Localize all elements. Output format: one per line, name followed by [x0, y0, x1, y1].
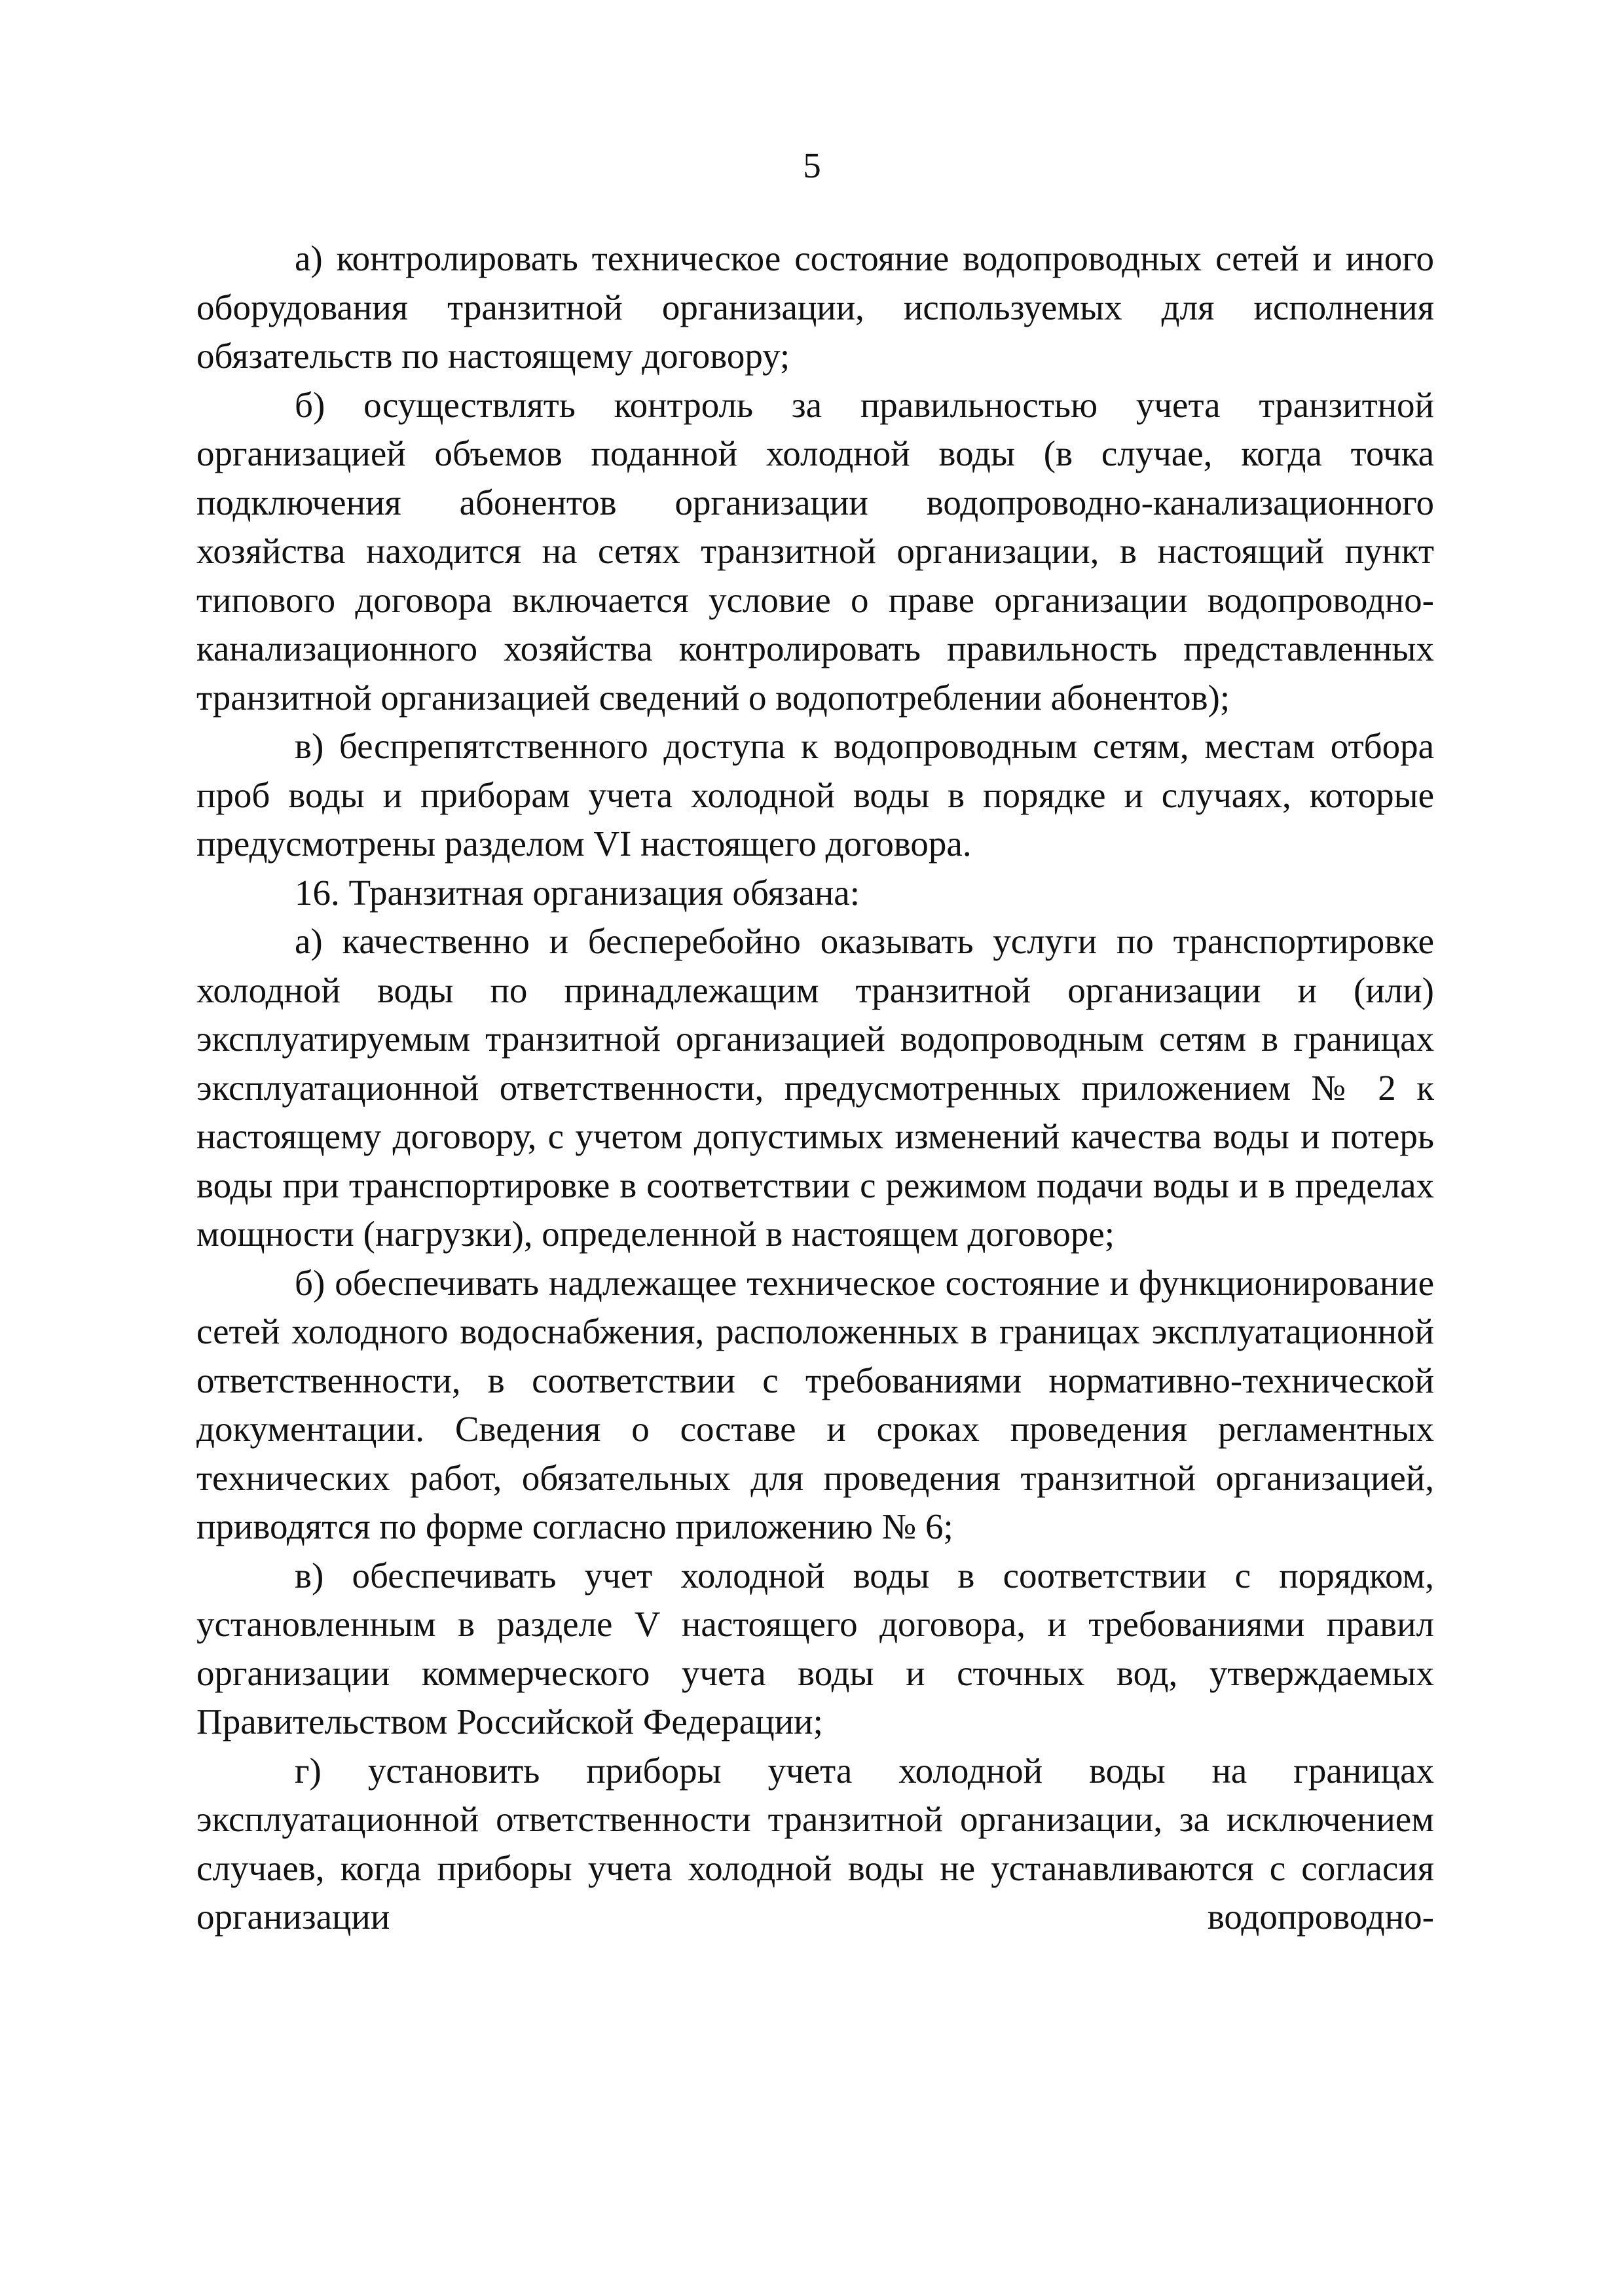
- paragraph-16-heading: 16. Транзитная организация обязана:: [295, 872, 860, 913]
- paragraph-16a: а) качественно и бесперебойно оказывать услуги по транспортировке холодной воды по принадлежащим транзитной организации и (или) эксплуатируемым транзитной организацией водопроводным сетям в границах эксплуатационной ответственности, предусмотренных приложением № 2 к настоящему договору, с учетом допустимых изменений качества воды и потерь воды при транспортировке в соответствии с режимом подачи воды и в пределах мощности (нагрузки), определенной в настоящем договоре;: [196, 921, 1434, 1254]
- document-body: [196, 234, 1434, 1942]
- paragraph-15c: в) беспрепятственного доступа к водопроводным сетям, местам отбора проб воды и приборам учета холодной воды в порядке и случаях, которые предусмотрены разделом VI настоящего договора.: [196, 726, 1434, 864]
- page-number: 5: [803, 145, 821, 185]
- paragraph-16b: б) обеспечивать надлежащее техническое состояние и функционирование сетей холодного водоснабжения, расположенных в границах эксплуатационной ответственности, в соответствии с требованиями нормативно-технической документации. Сведения о составе и сроках проведения регламентных технических работ, обязательных для проведения транзитной организацией, приводятся по форме согласно приложению № 6;: [196, 1262, 1434, 1546]
- paragraph-16c: в) обеспечивать учет холодной воды в соответствии с порядком, установленным в разделе V настоящего договора, и требованиями правил организации коммерческого учета воды и сточных вод, утверждаемых Правительством Российской Федерации;: [196, 1555, 1434, 1741]
- paragraph-15b: б) осуществлять контроль за правильностью учета транзитной организацией объемов поданной холодной воды (в случае, когда точка подключения абонентов организации водопроводно-канализационного хозяйства находится на сетях транзитной организации, в настоящий пункт типового договора включается условие о праве организации водопроводно-канализационного хозяйства контролировать правильность представленных транзитной организацией сведений о водопотреблении абонентов);: [196, 384, 1434, 718]
- paragraph-16d: г) установить приборы учета холодной воды на границах эксплуатационной ответственности транзитной организации, за исключением случаев, когда приборы учета холодной воды не устанавливаются с согласия организации водопроводно-: [196, 1750, 1434, 1937]
- paragraph-15a: а) контролировать техническое состояние водопроводных сетей и иного оборудования транзитной организации, используемых для исполнения обязательств по настоящему договору;: [196, 238, 1434, 376]
